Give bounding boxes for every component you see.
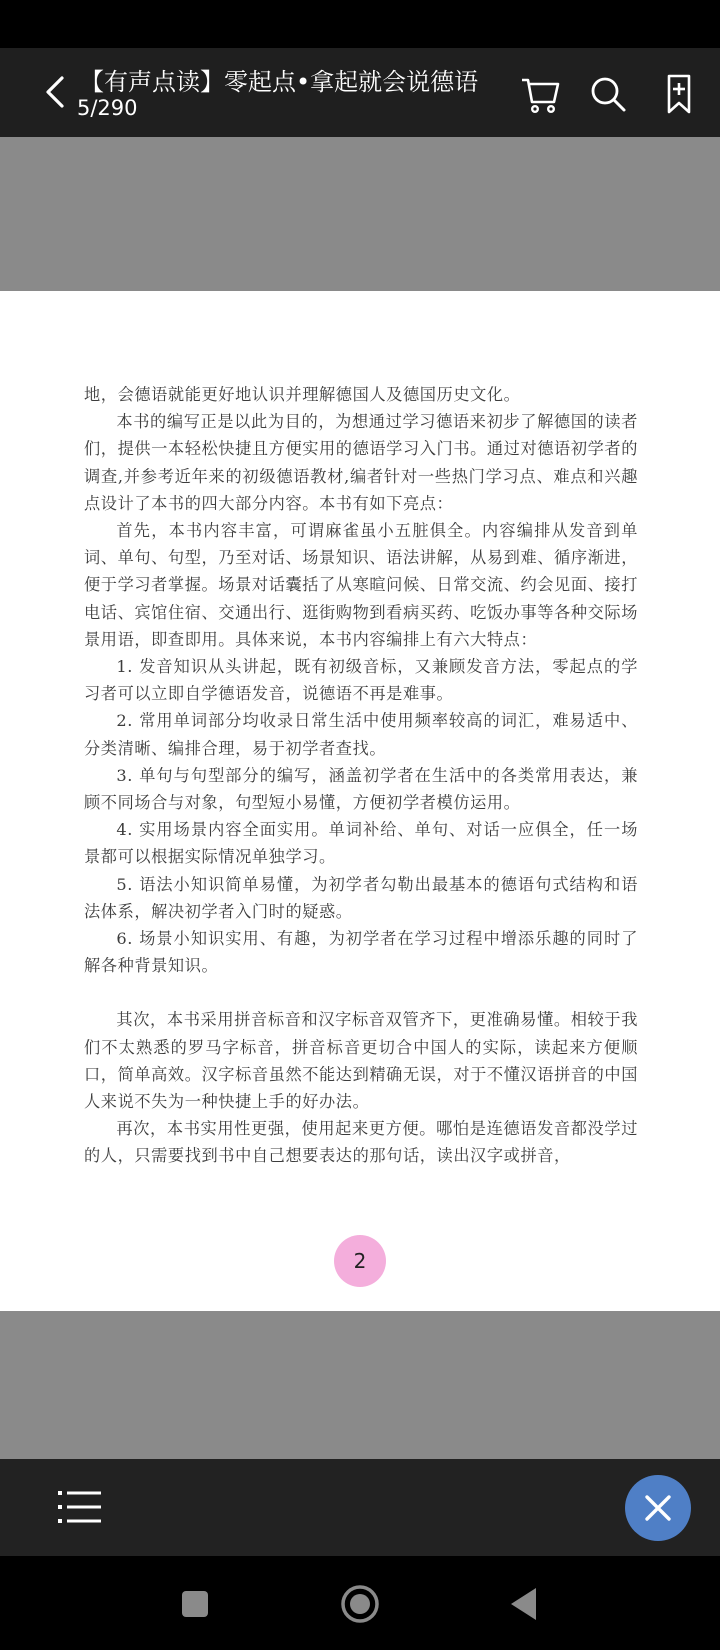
triangle-back-icon bbox=[503, 1582, 547, 1626]
paragraph: 本书的编写正是以此为目的，为想通过学习德语来初步了解德国的读者们，提供一本轻松快捷且方便实用的德语学习入门书。通过对德语初学者的调查,并参考近年来的初级德语教材,编者针对一些热门学习点、难点和兴趣点设计了本书的四大部分内容。本书有如下亮点： bbox=[84, 412, 638, 513]
paragraph: 其次，本书采用拼音标音和汉字标音双管齐下，更准确易懂。相较于我们不太熟悉的罗马字标音，拼音标音更切合中国人的实际，读起来方便顺口，简单高效。汉字标音虽然不能达到精确无误，对于不懂汉语拼音的中国人来说不失为一种快捷上手的好办法。 bbox=[84, 1010, 638, 1112]
page-counter: 5/290 bbox=[77, 96, 138, 120]
top-bar bbox=[0, 48, 720, 137]
list-menu-icon bbox=[58, 1489, 104, 1525]
search-button[interactable] bbox=[586, 72, 630, 116]
back-nav-button[interactable] bbox=[503, 1582, 547, 1626]
paragraph: 1. 发音知识从头讲起，既有初级音标，又兼顾发音方法，零起点的学习者可以立即自学德语发音，说德语不再是难事。 bbox=[84, 657, 638, 704]
paragraph: 3. 单句与句型部分的编写，涵盖初学者在生活中的各类常用表达，兼顾不同场合与对象，句型短小易懂，方便初学者模仿运用。 bbox=[84, 765, 638, 813]
back-button[interactable] bbox=[36, 70, 80, 114]
close-button[interactable] bbox=[625, 1475, 691, 1541]
menu-button[interactable] bbox=[58, 1489, 104, 1525]
page-text bbox=[84, 381, 638, 1170]
home-button[interactable] bbox=[338, 1582, 382, 1626]
recents-button[interactable] bbox=[173, 1582, 217, 1626]
cart-button[interactable] bbox=[518, 72, 562, 116]
book-title: 【有声点读】零起点•拿起就会说德语 bbox=[80, 68, 479, 96]
book-page[interactable] bbox=[0, 291, 720, 1311]
home-circle-icon bbox=[338, 1582, 382, 1626]
paragraph: 5. 语法小知识简单易懂，为初学者勾勒出最基本的德语句式结构和语法体系，解决初学者入门时的疑惑。 bbox=[84, 874, 638, 921]
paragraph: 再次，本书实用性更强，使用起来更方便。哪怕是连德语发音都没学过的人，只需要找到书中自己想要表达的那句话，读出汉字或拼音， bbox=[84, 1119, 638, 1166]
chevron-left-icon bbox=[36, 70, 80, 114]
paragraph: 地，会德语就能更好地认识并理解德国人及德国历史文化。 bbox=[84, 385, 521, 404]
close-icon bbox=[643, 1493, 673, 1523]
bookmark-add-icon bbox=[657, 72, 701, 116]
cart-icon bbox=[518, 72, 562, 116]
paragraph: 2. 常用单词部分均收录日常生活中使用频率较高的词汇，难易适中、分类清晰、编排合理，易于初学者查找。 bbox=[84, 711, 638, 758]
bookmark-button[interactable] bbox=[657, 72, 701, 116]
system-nav-bar bbox=[0, 1556, 720, 1650]
bottom-toolbar bbox=[0, 1459, 720, 1556]
search-icon bbox=[586, 72, 630, 116]
square-icon bbox=[173, 1582, 217, 1626]
paragraph: 6. 场景小知识实用、有趣，为初学者在学习过程中增添乐趣的同时了解各种背景知识。 bbox=[84, 929, 638, 976]
status-bar bbox=[0, 0, 720, 48]
paragraph: 4. 实用场景内容全面实用。单词补给、单句、对话一应俱全，任一场景都可以根据实际情况单独学习。 bbox=[84, 820, 638, 867]
paragraph: 首先，本书内容丰富，可谓麻雀虽小五脏俱全。内容编排从发音到单词、单句、句型，乃至对话、场景知识、语法讲解，从易到难、循序渐进，便于学习者掌握。场景对话囊括了从寒暄问候、日常交流、约会见面、接打电话、宾馆住宿、交通出行、逛街购物到看病买药、吃饭办事等各种交际场景用语，即查即用。具体来说，本书内容编排上有六大特点： bbox=[84, 521, 638, 649]
page-number-badge[interactable]: 2 bbox=[334, 1235, 386, 1287]
